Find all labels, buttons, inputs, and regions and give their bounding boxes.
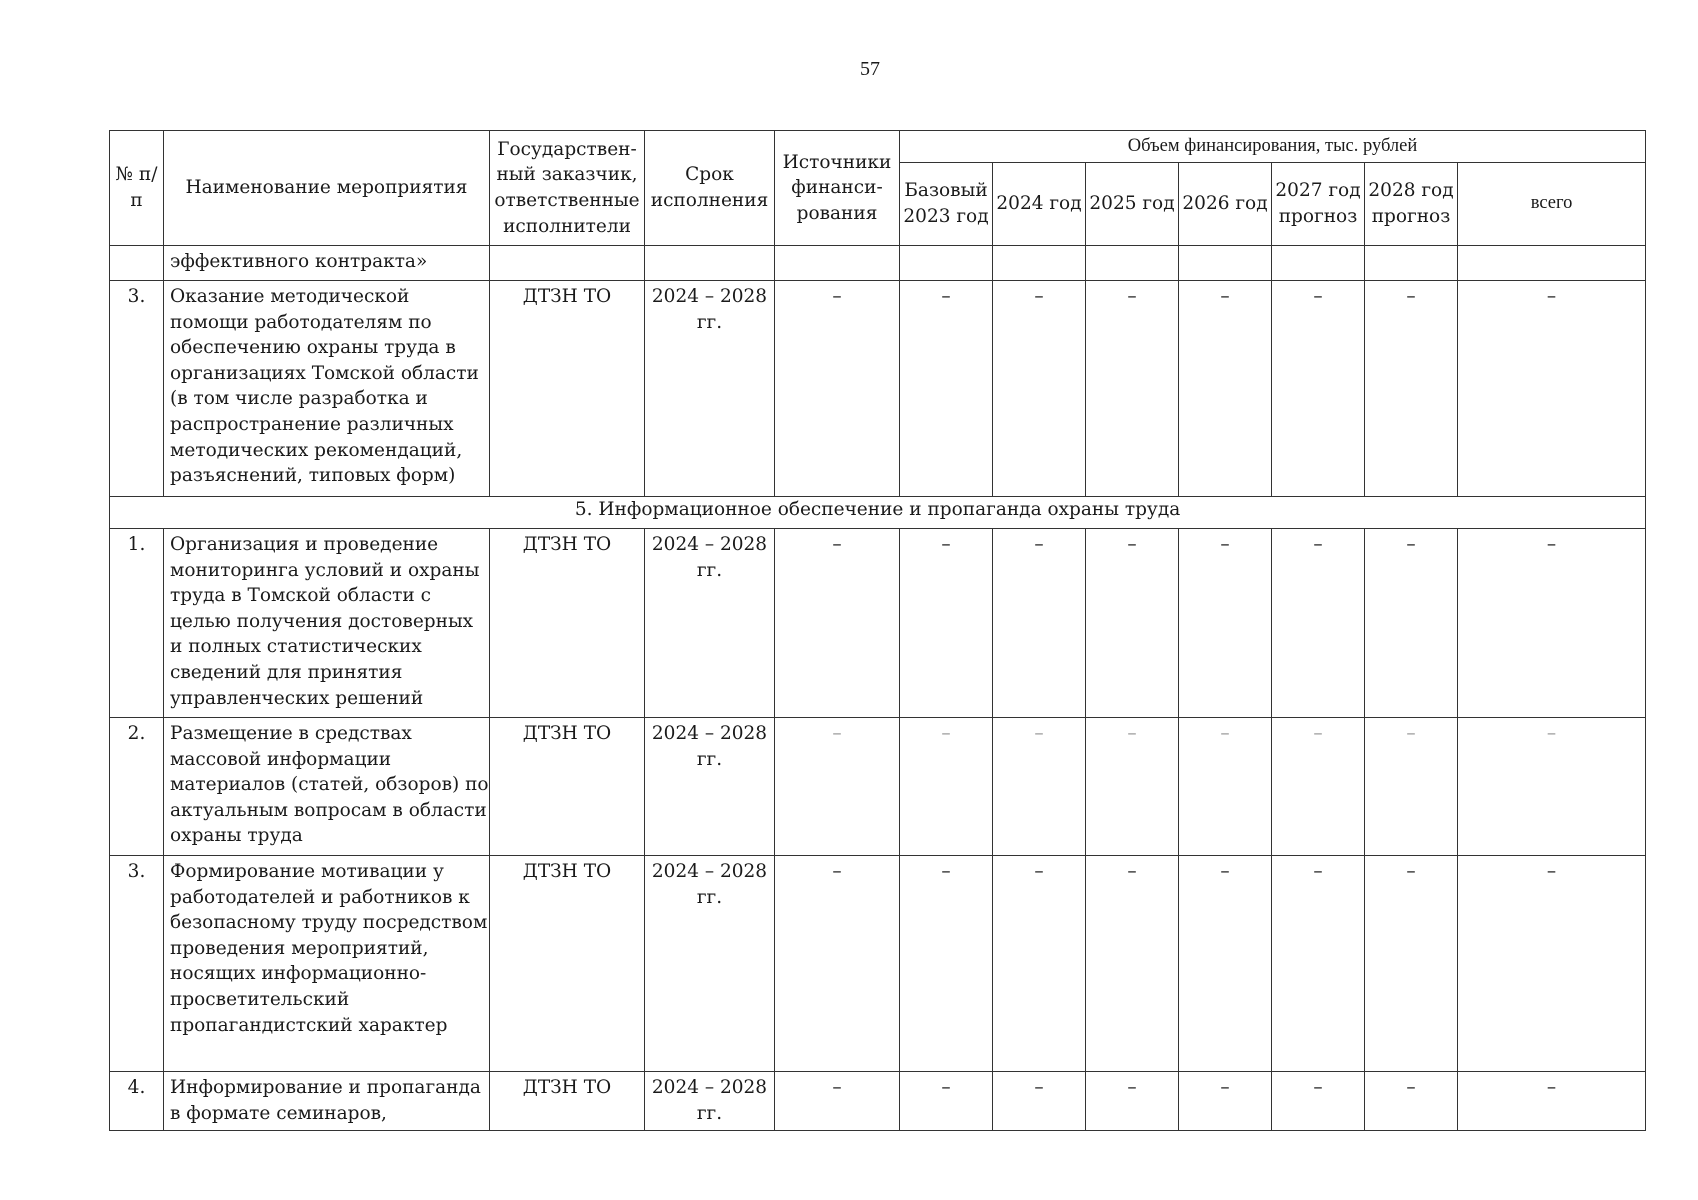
- table-row: [110, 529, 1646, 718]
- row-value-2027: –: [1272, 718, 1365, 856]
- row-name: эффективного контракта»: [164, 246, 490, 281]
- row-term: 2024 – 2028 гг.: [645, 529, 775, 718]
- row-value-2026: [1179, 246, 1272, 281]
- row-value-total: –: [1458, 1072, 1646, 1131]
- row-name: Информирование и пропаганда в формате семинаров,: [164, 1072, 490, 1131]
- table-header: [110, 131, 1646, 246]
- row-value-2023: [900, 246, 993, 281]
- row-value-2025: –: [1086, 281, 1179, 497]
- header-no: № п/п: [110, 131, 164, 246]
- row-number: 1.: [110, 529, 164, 718]
- section-title: 5. Информационное обеспечение и пропаганда охраны труда: [110, 497, 1646, 529]
- row-value-2026: –: [1179, 529, 1272, 718]
- row-value-2027: –: [1272, 281, 1365, 497]
- row-value-2025: [1086, 246, 1179, 281]
- row-value-2027: [1272, 246, 1365, 281]
- row-value-2028: –: [1365, 718, 1458, 856]
- row-value-total: –: [1458, 281, 1646, 497]
- header-year-2027: 2027 год прогноз: [1272, 163, 1365, 246]
- row-value-2023: –: [900, 718, 993, 856]
- page-number: 57: [860, 58, 880, 80]
- table-body: [110, 246, 1646, 1131]
- row-name: Размещение в средствах массовой информации материалов (статей, обзоров) по актуальным вопросам в области охраны труда: [164, 718, 490, 856]
- row-number: [110, 246, 164, 281]
- row-term: [645, 246, 775, 281]
- header-year-2025: 2025 год: [1086, 163, 1179, 246]
- row-value-2025: –: [1086, 718, 1179, 856]
- row-value-2028: –: [1365, 856, 1458, 1072]
- row-value-2028: –: [1365, 281, 1458, 497]
- header-customer: Государствен-ный заказчик, ответственные исполнители: [490, 131, 645, 246]
- row-value-sources: –: [775, 1072, 900, 1131]
- section-row: [110, 497, 1646, 529]
- row-value-sources: –: [775, 529, 900, 718]
- row-value-2026: –: [1179, 718, 1272, 856]
- header-term: Срок исполнения: [645, 131, 775, 246]
- header-year-2026: 2026 год: [1179, 163, 1272, 246]
- row-customer: ДТЗН ТО: [490, 1072, 645, 1131]
- row-customer: [490, 246, 645, 281]
- row-term: 2024 – 2028 гг.: [645, 1072, 775, 1131]
- row-value-2023: –: [900, 856, 993, 1072]
- row-value-2028: –: [1365, 1072, 1458, 1131]
- row-value-2027: –: [1272, 1072, 1365, 1131]
- row-value-sources: –: [775, 856, 900, 1072]
- table-row: [110, 281, 1646, 497]
- row-value-2023: –: [900, 1072, 993, 1131]
- row-number: 3.: [110, 281, 164, 497]
- row-value-2024: –: [993, 529, 1086, 718]
- row-name: Формирование мотивации у работодателей и работников к безопасному труду посредством проведения мероприятий, носящих информационно-просветительский пропагандистский характер: [164, 856, 490, 1072]
- row-value-2024: –: [993, 1072, 1086, 1131]
- row-value-2027: –: [1272, 529, 1365, 718]
- row-value-total: –: [1458, 529, 1646, 718]
- row-number: 3.: [110, 856, 164, 1072]
- row-customer: ДТЗН ТО: [490, 529, 645, 718]
- row-customer: ДТЗН ТО: [490, 718, 645, 856]
- table-row: [110, 856, 1646, 1072]
- table-row: [110, 1072, 1646, 1131]
- row-value-sources: –: [775, 718, 900, 856]
- header-total: всего: [1458, 163, 1646, 246]
- row-name: Оказание методической помощи работодателям по обеспечению охраны труда в организациях Томской области (в том числе разработка и распространение различных методических рекомендаций, разъяснений, типовых форм): [164, 281, 490, 497]
- row-value-2023: –: [900, 281, 993, 497]
- row-value-2026: –: [1179, 856, 1272, 1072]
- row-number: 2.: [110, 718, 164, 856]
- row-customer: ДТЗН ТО: [490, 856, 645, 1072]
- row-value-2028: [1365, 246, 1458, 281]
- row-value-2025: –: [1086, 529, 1179, 718]
- row-value-sources: –: [775, 281, 900, 497]
- header-year-base-2023: Базовый 2023 год: [900, 163, 993, 246]
- row-term: 2024 – 2028 гг.: [645, 856, 775, 1072]
- row-value-2027: –: [1272, 856, 1365, 1072]
- row-value-total: –: [1458, 856, 1646, 1072]
- row-number: 4.: [110, 1072, 164, 1131]
- row-value-total: –: [1458, 718, 1646, 856]
- row-value-2024: –: [993, 856, 1086, 1072]
- row-value-2028: –: [1365, 529, 1458, 718]
- row-value-total: [1458, 246, 1646, 281]
- row-value-2024: –: [993, 718, 1086, 856]
- row-name: Организация и проведение мониторинга условий и охраны труда в Томской области с целью получения достоверных и полных статистических сведений для принятия управленческих решений: [164, 529, 490, 718]
- row-value-2025: –: [1086, 1072, 1179, 1131]
- table-row: [110, 718, 1646, 856]
- header-year-2028: 2028 год прогноз: [1365, 163, 1458, 246]
- row-customer: ДТЗН ТО: [490, 281, 645, 497]
- row-value-2026: –: [1179, 281, 1272, 497]
- row-value-sources: [775, 246, 900, 281]
- row-term: 2024 – 2028 гг.: [645, 718, 775, 856]
- row-value-2024: [993, 246, 1086, 281]
- row-term: 2024 – 2028 гг.: [645, 281, 775, 497]
- row-value-2024: –: [993, 281, 1086, 497]
- row-value-2025: –: [1086, 856, 1179, 1072]
- table-row: [110, 246, 1646, 281]
- header-name: Наименование мероприятия: [164, 131, 490, 246]
- funding-plan-table: [109, 130, 1646, 1131]
- header-year-2024: 2024 год: [993, 163, 1086, 246]
- row-value-2023: –: [900, 529, 993, 718]
- header-sources: Источники финанси-рования: [775, 131, 900, 246]
- header-funding-group: Объем финансирования, тыс. рублей: [900, 131, 1646, 163]
- row-value-2026: –: [1179, 1072, 1272, 1131]
